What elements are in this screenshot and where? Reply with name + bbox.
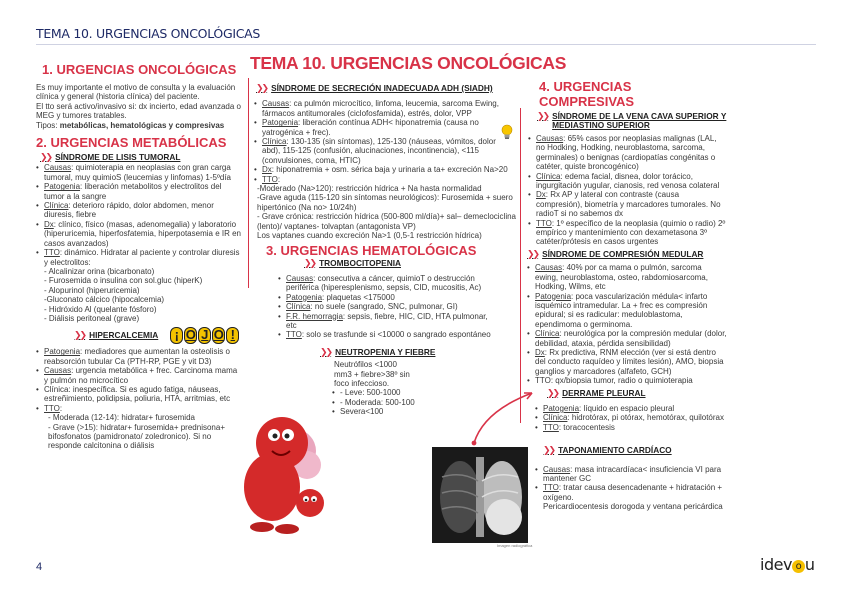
list-item: • Causas: masa intracardíaca< insuficiencia VI para mantener GC [535,465,727,484]
column-right [527,79,727,512]
ojo-letter: ! [226,327,239,344]
list-item: • TTO: [36,404,242,413]
ojo-letter: J [198,327,211,344]
lisis-tto-lines [36,267,242,323]
double-chevron-icon: ❯❯ [527,248,539,259]
taponamiento-subtitle: ❯❯ TAPONAMIENTO CARDÍACO [543,445,672,456]
list-item: • Clínica: hidrotórax, pi otórax, hemotórax, quilotórax [535,413,727,422]
intro-paragraph-2: El tto será activo/invasivo si: dx incierto, edad avanzada o MEG y tumores tratables. [36,101,241,121]
list-item: • TTO: tratar causa desencadenante + hidratación + oxígeno. [535,483,727,502]
neutropenia-subtitle: ❯❯ NEUTROPENIA Y FIEBRE [320,346,436,357]
chest-xray-image [432,447,528,543]
list-item: • - Moderada: 500-100 [332,398,516,407]
list-item: • Causas: ca pulmón microcítico, linfoma, leucemia, sarcoma Ewing, fármacos antitumorales (ciclofosfamida), estrés, dolor, VPP [254,99,516,118]
list-item: • Patogenia: liberación contínua ADH< hiponatremia (causa no yatrogénica + frec). [254,118,516,137]
lisis-list [36,163,242,266]
list-item: • TTO: qx/biopsia tumor, radio o quimioterapia [527,376,727,385]
compresion-medular-subtitle: ❯❯ SÍNDROME DE COMPRESIÓN MEDULAR [527,248,704,259]
text-line: - Alopurinol (hiperuricemia) [44,285,140,295]
derrame-pleural-list [535,404,727,432]
text-line: - Grave crónica: restricción hídrica (500-800 ml/día)+ sal– demeclociclina (lento)/ vaptanes- tolvaptan (antagonista VP) [257,212,516,231]
list-item: • Clínica: inespecífica. Si es agudo fatiga, náuseas, estreñimiento, polidipsia, poliuria, HTA, arritmias, etc [36,385,242,404]
ojo-letter: O [213,327,224,343]
section-4-title: 4. URGENCIAS COMPRESIVAS [539,79,635,109]
intro-text [36,83,242,130]
list-item: • Dx: clínico, físico (masas, adenomegalia) y laboratorio (hiperuricemia, hiperfosfatemia, hiperpotasemia e IR en casos avanzados) [36,220,242,248]
ojo-letter: O [185,327,196,343]
text-line: -Grave aguda (115-120 sin síntomas neurológicos): Furosemida + suero hipertónico (Na no> 10/24h) [257,193,513,212]
text-line: - Diálisis peritoneal (grave) [44,313,140,323]
lightbulb-icon [501,124,513,140]
list-item: • Patogenia: plaquetas <175000 [278,293,493,302]
list-item: • Causas: urgencia metabólica + frec. Carcinoma mama y pulmón no microcítico [36,366,242,385]
list-item: • Dx: Rx AP y lateral con contraste (causa compresión), biometría y marcadores tumorales. No radioT si no sabemos dx [528,190,727,218]
text-line: - Alcalinizar orina (bicarbonato) [44,266,155,276]
list-item: • Causas: quimioterapia en neoplasias con gran carga tumoral, muy quimioS (leucemias y linfomas) 1-5ºdía [36,163,242,182]
text-line: - Grave (>15): hidratar+ furosemida+ prednisona+ bifosfonatos (pamidronato/ zoledronico). Si no responde calcitonina o diálisis [48,422,225,451]
blood-cell-mascot-illustration [232,403,332,543]
section-2-title: 2. URGENCIAS METABÓLICAS [36,135,227,151]
intro-paragraph-1: Es muy importante el motivo de consulta y la evaluación clínica y general (historia clínica) del paciente. [36,83,236,102]
lisis-subtitle: ❯❯ SÍNDROME DE LISIS TUMORAL [40,152,181,163]
list-item: • TTO: 1º específico de la neoplasia (quimio o radio) 2º empírico y mantenimiento con dexametasona 3º catéter/prótesis en casos urgentes [528,219,727,247]
red-divider-left [248,78,249,288]
text-line: Neutrófilos <1000 [334,360,397,370]
header-divider [36,44,816,45]
text-line: Los vaptanes cuando excreción Na>1 (0,5-1 restricción hídrica) [257,231,482,241]
list-item: • - Leve: 500-1000 [332,388,516,397]
compresion-medular-list [527,263,727,385]
list-item: • Patogenia: mediadores que aumentan la osteolisis o reabsorción tubular Ca (PTH-RP, PGE y vit D3) [36,347,242,366]
list-item: • Causas: consecutiva a cáncer, quimioT o destrucción periférica (hiperesplenismo, sepsis, CID, mucositis, Ac) [278,274,493,293]
list-item: • TTO: dinámico. Hidratar al paciente y controlar diuresis y electrolitos: [36,248,242,267]
list-item: • Patogenia: poca vascularización médula< infarto isquémico intramedular. La + frec es compresión epidural; si es radicular: meduloblastoma, ependimoma o germinoma. [527,292,727,330]
double-chevron-icon: ❯❯ [304,257,316,268]
list-item: • TTO: [254,175,516,184]
column-left [36,62,242,451]
header-title: TEMA 10. URGENCIAS ONCOLÓGICAS [36,26,261,41]
trombocitopenia-list [278,274,493,340]
double-chevron-icon: ❯❯ [40,152,52,163]
double-chevron-icon: ❯❯ [320,346,332,357]
list-item: • Severa<100 [332,407,516,416]
siadh-subtitle: ❯❯ SÍNDROME DE SECRECIÓN INADECUADA ADH (SIADH) [256,83,493,93]
text-line: - Hidróxido Al (quelante fósforo) [44,304,157,314]
text-line: -Moderado (Na>120): restricción hídrica + Na hasta normalidad [257,184,482,194]
double-chevron-icon: ❯❯ [547,387,559,398]
list-item: • Clínica: neurológica por la compresión medular (dolor, debilidad, ataxia, pérdida sensibilidad) [527,329,727,348]
section-1-title: 1. URGENCIAS ONCOLÓGICAS [42,62,237,77]
list-item: • F.R. hemorragia: sepsis, fiebre, HIC, CID, HTA pulmonar, etc [278,312,493,331]
double-chevron-icon: ❯❯ [537,111,549,121]
ojo-warning-badge [170,327,239,344]
hipercalcemia-list [36,347,242,413]
double-chevron-icon: ❯❯ [74,330,86,341]
ojo-letter: ¡ [170,327,183,344]
intro-paragraph-3: Tipos: metabólicas, hematológicas y compresivas [36,120,225,130]
column-middle [254,84,516,417]
text-line: -Gluconato cálcico (hipocalcemia) [44,295,165,305]
double-chevron-icon: ❯❯ [256,83,268,93]
hipercalcemia-subtitle: ❯❯ HIPERCALCEMIA ¡ O J O ! [74,327,242,344]
section-3-title: 3. URGENCIAS HEMATOLÓGICAS [266,242,477,258]
list-item: • Dx: hiponatremia + osm. sérica baja y urinaria a ta+ excreción Na>20 [254,165,516,174]
text-line: - Moderada (12-14): hidratar+ furosemida [48,413,195,423]
idevou-logo: idev o u [760,555,815,574]
text-line: mm3 + fiebre>38º sin [334,369,410,379]
xray-caption: Imagen radiográfica [497,543,533,548]
hipercalcemia-tto-lines [36,413,242,451]
list-item: • TTO: toracocentesis [535,423,727,432]
vena-cava-list [528,134,727,247]
list-item: • Clínica: edema facial, disnea, dolor torácico, ingurgitación yugular, cianosis, red venosa colateral [528,172,727,191]
trombocitopenia-subtitle: ❯❯ TROMBOCITOPENIA [304,257,401,268]
list-item: • Patogenia: líquido en espacio pleural [535,404,727,413]
taponamiento-tail: Pericardiocentesis dorogoda y ventana pericárdica [543,502,723,512]
siadh-tto-lines [254,184,516,240]
red-divider-right [520,108,521,423]
text-line: foco infeccioso. [334,378,390,388]
main-title: TEMA 10. URGENCIAS ONCOLÓGICAS [250,53,567,73]
list-item: • Clínica: no suele (sangrado, SNC, pulmonar, GI) [278,302,493,311]
siadh-list [254,99,516,184]
double-chevron-icon: ❯❯ [543,445,555,456]
text-line: - Furosemida o insulina con sol.gluc (hiperK) [44,276,203,286]
list-item: • TTO: solo se trasfunde si <10000 o sangrado espontáneo [278,330,493,339]
page-number: 4 [36,561,43,573]
list-item: • Causas: 65% casos por neoplasias malignas (LAL, no Hodking, Hodking, neuroblastoma, sarcoma, germinales) o benignas (cardiopatías congénitas o catéter, quiste broncogénico) [528,134,727,172]
list-item: • Clínica: 130-135 (sin síntomas), 125-130 (náuseas, vómitos, dolor abd), 115-125 (confusión, alucinaciones, incontinencia), <115 (convulsiones, coma, HTIC) [254,137,516,165]
taponamiento-list [535,465,727,503]
list-item: • Clínica: deterioro rápido, dolor abdomen, menor diuresis, fiebre [36,201,242,220]
list-item: • Dx: Rx predictiva, RNM elección (ver si está dentro del conducto raquídeo y límites lesión), AMO, biopsia ganglios y marcadores (alfafeto, GCH) [527,348,727,376]
derrame-pleural-subtitle: ❯❯ DERRAME PLEURAL [547,387,646,398]
list-item: • Patogenia: liberación metabolitos y electrolitos del tumor a la sangre [36,182,242,201]
vena-cava-subtitle: ❯❯ SÍNDROME DE LA VENA CAVA SUPERIOR Y MEDIASTINO SUPERIOR [537,111,727,130]
list-item: • Causas: 40% por ca mama o pulmón, sarcoma ewing, neuroblastoma, osteo, rabdomiosarcoma, Hodking, Wilms, etc [527,263,727,291]
